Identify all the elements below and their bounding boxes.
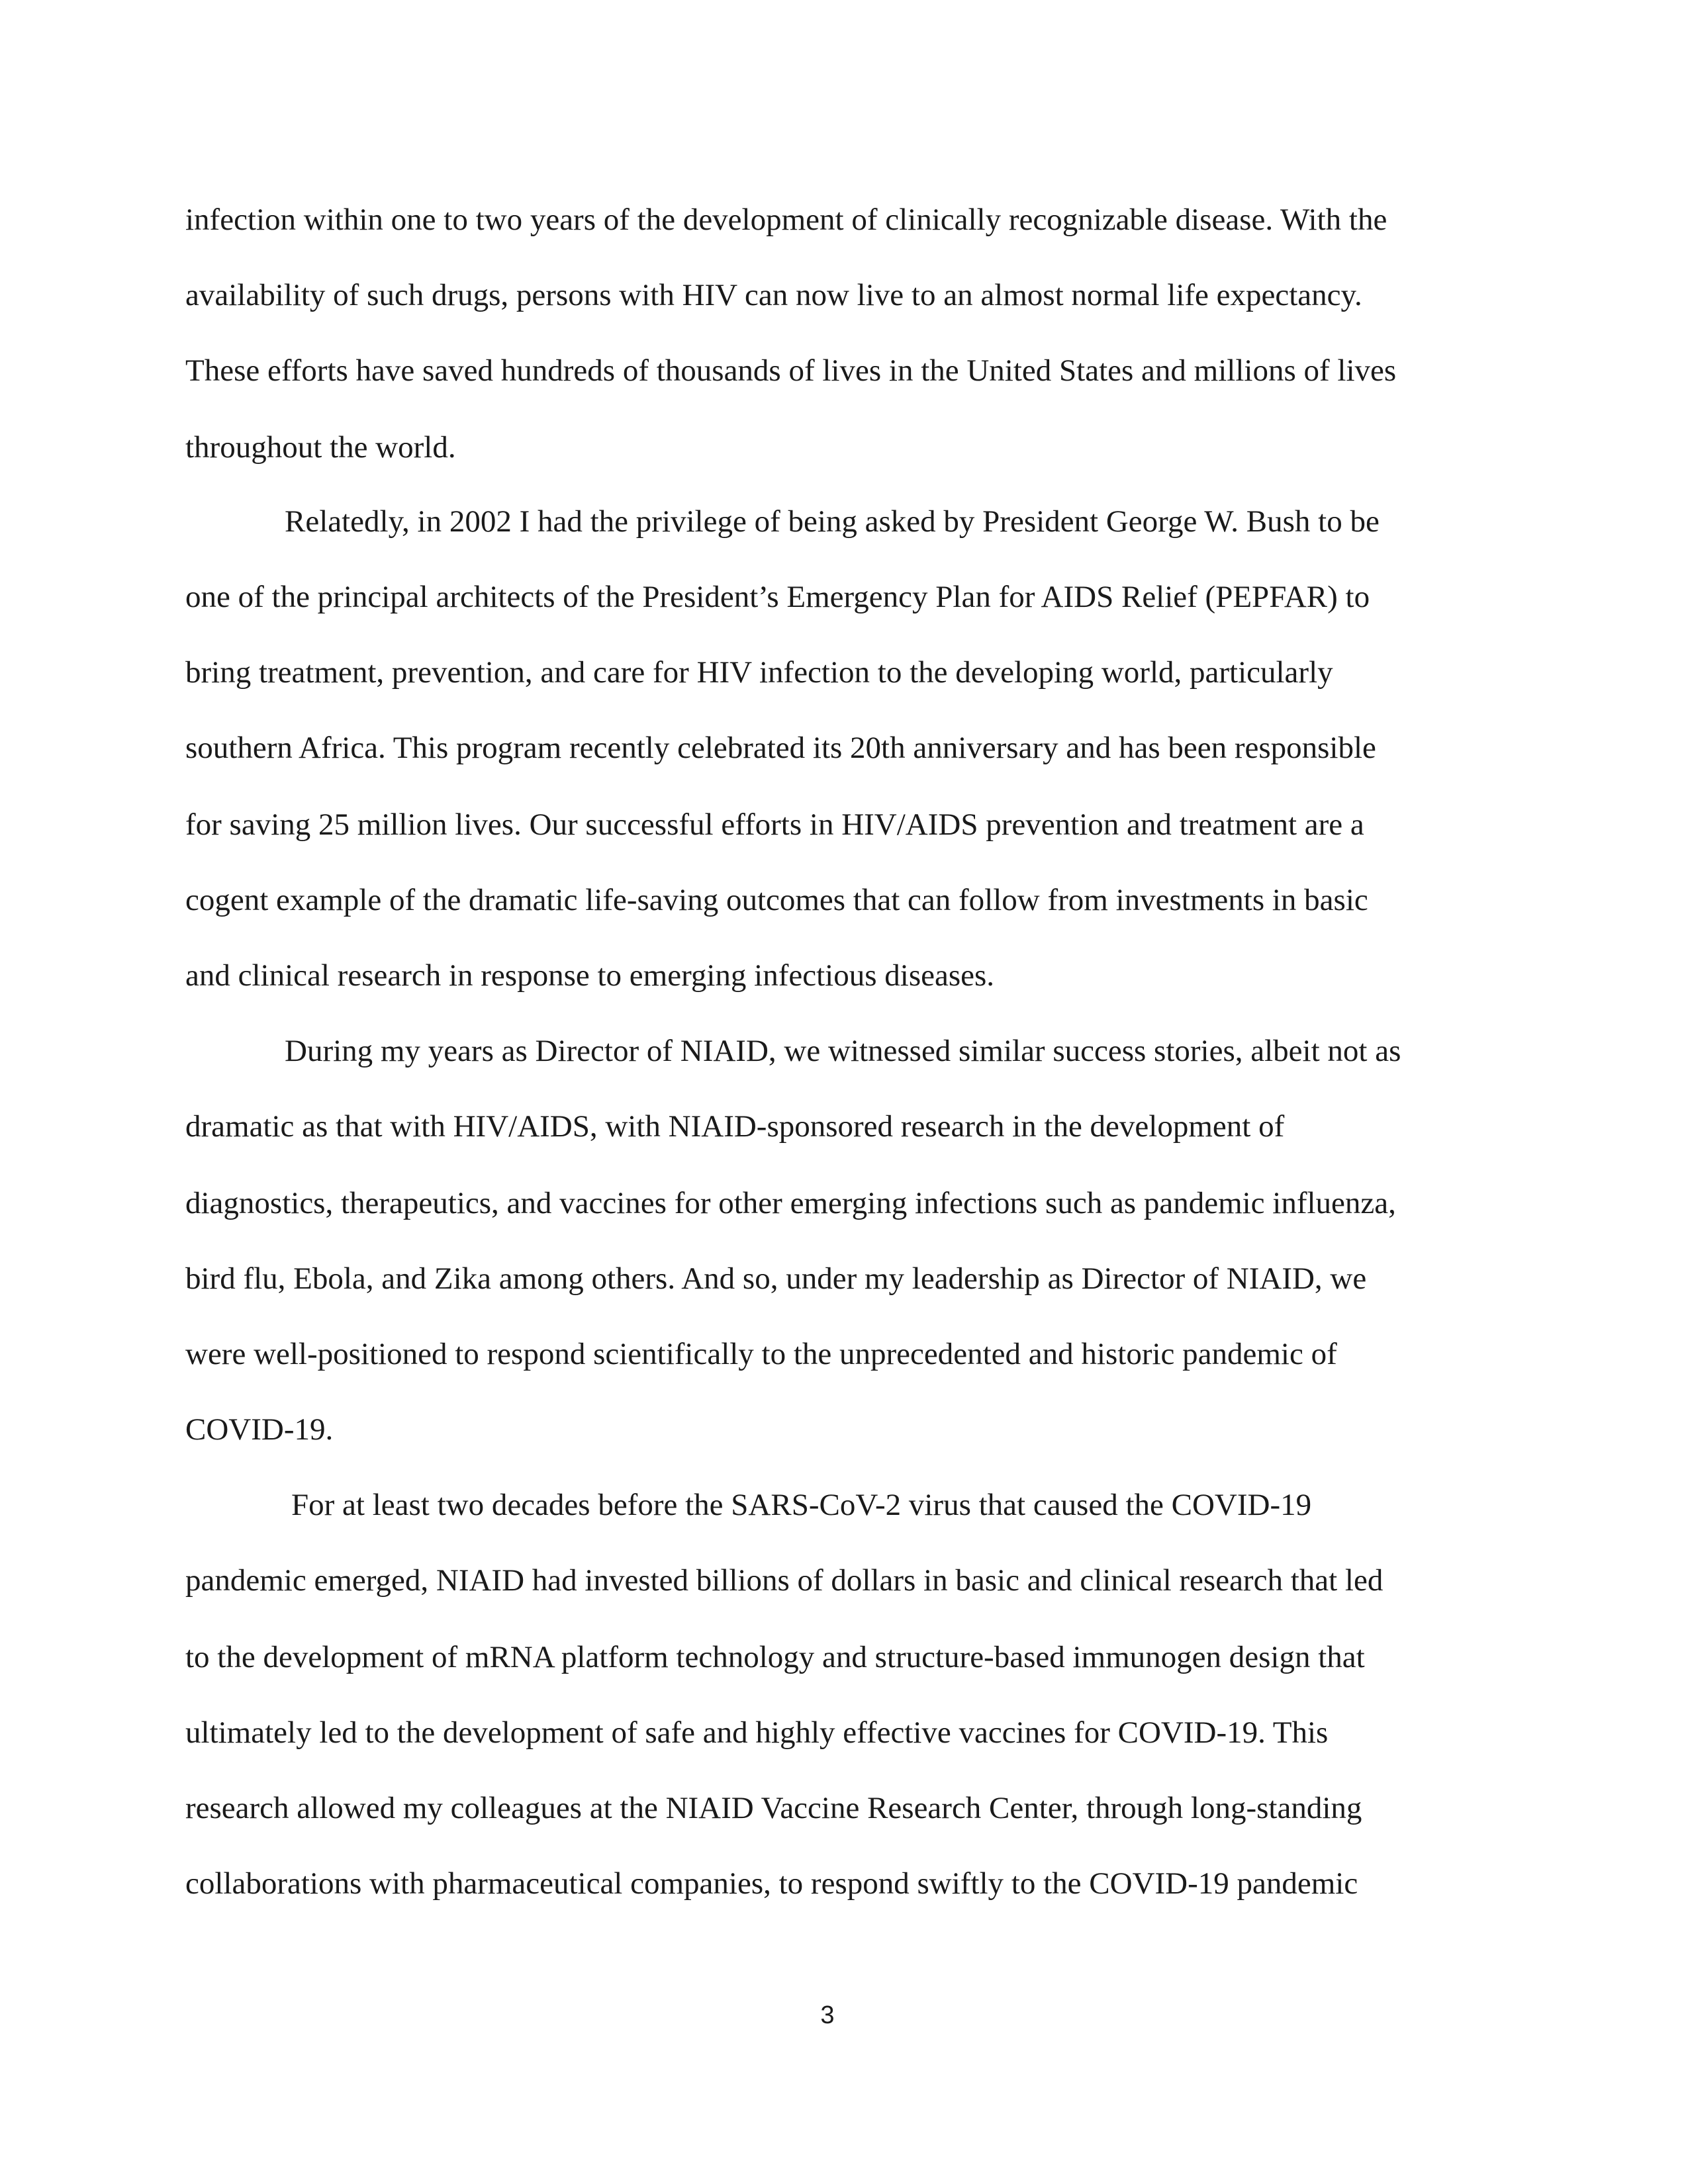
text-line: research allowed my colleagues at the NIAID Vaccine Research Center, through long-standing [185,1791,1362,1825]
text-line: pandemic emerged, NIAID had invested billions of dollars in basic and clinical research that led [185,1563,1383,1598]
text-line: to the development of mRNA platform technology and structure-based immunogen design that [185,1640,1365,1674]
text-line: availability of such drugs, persons with HIV can now live to an almost normal life expectancy. [185,278,1362,312]
text-line: for saving 25 million lives. Our successful efforts in HIV/AIDS prevention and treatment are a [185,807,1364,842]
paragraph-first-line: During my years as Director of NIAID, we witnessed similar success stories, albeit not as [285,1034,1401,1068]
text-line: ultimately led to the development of safe and highly effective vaccines for COVID-19. This [185,1715,1329,1750]
text-line: bird flu, Ebola, and Zika among others. And so, under my leadership as Director of NIAID, we [185,1261,1367,1296]
text-line: These efforts have saved hundreds of thousands of lives in the United States and millions of lives [185,353,1397,388]
text-line: collaborations with pharmaceutical companies, to respond swiftly to the COVID-19 pandemic [185,1866,1358,1901]
text-line: throughout the world. [185,430,456,465]
text-line: infection within one to two years of the development of clinically recognizable disease. With the [185,203,1387,237]
text-line: diagnostics, therapeutics, and vaccines for other emerging infections such as pandemic influenza, [185,1186,1396,1220]
text-line: were well-positioned to respond scientifically to the unprecedented and historic pandemic of [185,1337,1337,1371]
paragraph-first-line: Relatedly, in 2002 I had the privilege of being asked by President George W. Bush to be [285,504,1380,539]
page-number: 3 [820,2001,835,2029]
text-line: dramatic as that with HIV/AIDS, with NIAID-sponsored research in the development of [185,1109,1285,1144]
text-line: southern Africa. This program recently celebrated its 20th anniversary and has been responsible [185,731,1376,765]
text-line: and clinical research in response to emerging infectious diseases. [185,958,995,993]
text-line: one of the principal architects of the President’s Emergency Plan for AIDS Relief (PEPFAR) to [185,580,1370,614]
paragraph-first-line: For at least two decades before the SARS-CoV-2 virus that caused the COVID-19 [291,1488,1312,1522]
text-line: bring treatment, prevention, and care for HIV infection to the developing world, particularly [185,655,1333,690]
text-line: COVID-19. [185,1412,334,1447]
text-line: cogent example of the dramatic life-saving outcomes that can follow from investments in basic [185,883,1368,917]
